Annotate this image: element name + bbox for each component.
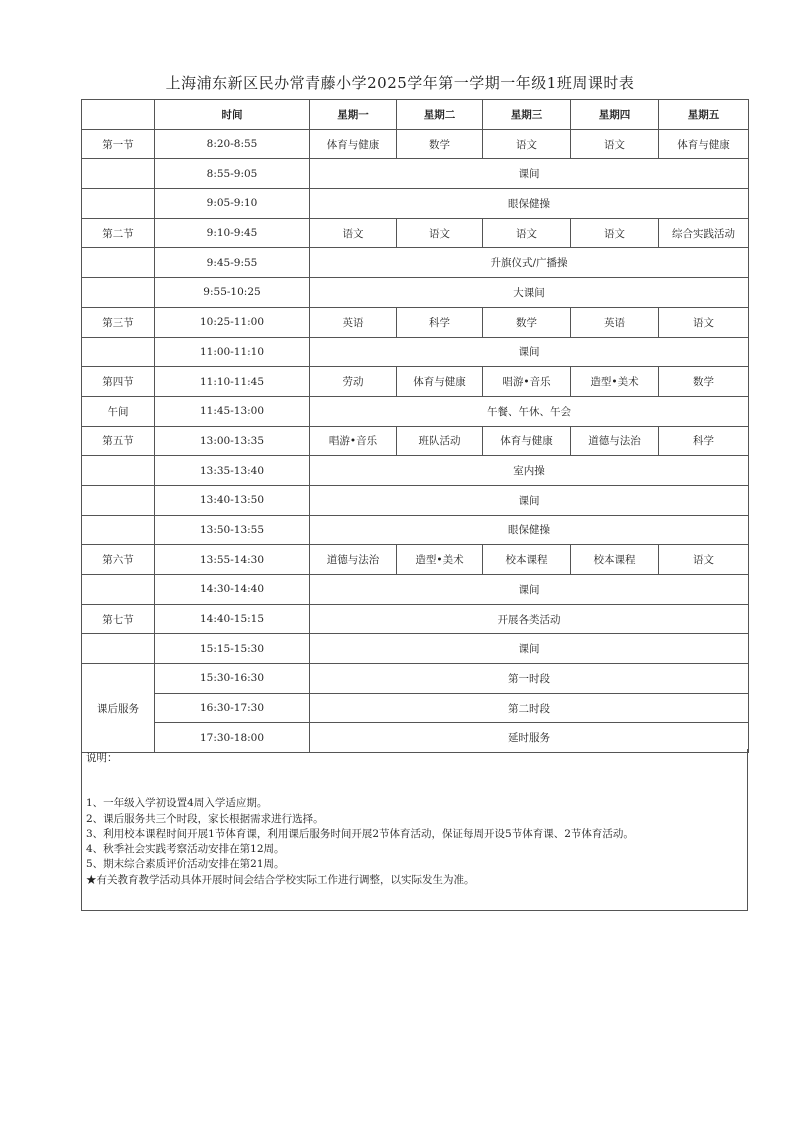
time-cell: 13:40-13:50 [155, 485, 310, 515]
activity-cell: 升旗仪式/广播操 [310, 248, 749, 278]
subject-cell: 科学 [659, 426, 749, 456]
time-cell: 9:05-9:10 [155, 189, 310, 219]
subject-cell: 班队活动 [397, 426, 483, 456]
table-row [82, 634, 749, 664]
activity-cell: 第一时段 [310, 664, 749, 694]
period-cell [82, 485, 155, 515]
time-cell: 11:10-11:45 [155, 367, 310, 397]
activity-cell: 延时服务 [310, 723, 749, 753]
time-cell: 10:25-11:00 [155, 307, 310, 337]
activity-cell: 眼保健操 [310, 515, 749, 545]
period-cell [82, 456, 155, 486]
subject-cell: 语文 [483, 129, 571, 159]
subject-cell: 语文 [397, 218, 483, 248]
subject-cell: 语文 [659, 307, 749, 337]
table-row [82, 159, 749, 189]
note-item: 5、期末综合素质评价活动安排在第21周。 [86, 858, 285, 871]
subject-cell: 校本课程 [571, 545, 659, 575]
header-cell [82, 100, 155, 130]
table-row [82, 604, 749, 634]
period-cell: 第七节 [82, 604, 155, 634]
time-cell: 11:45-13:00 [155, 396, 310, 426]
subject-cell: 语文 [483, 218, 571, 248]
subject-cell: 数学 [659, 367, 749, 397]
period-cell: 第四节 [82, 367, 155, 397]
header-cell: 星期一 [310, 100, 397, 130]
period-cell [82, 634, 155, 664]
table-row [82, 693, 749, 723]
subject-cell: 数学 [397, 129, 483, 159]
subject-cell: 体育与健康 [397, 367, 483, 397]
subject-cell: 语文 [571, 218, 659, 248]
time-cell: 16:30-17:30 [155, 693, 310, 723]
period-cell: 第一节 [82, 129, 155, 159]
period-cell: 第三节 [82, 307, 155, 337]
table-row [82, 426, 749, 456]
header-cell: 星期二 [397, 100, 483, 130]
activity-cell: 午餐、午休、午会 [310, 396, 749, 426]
header-cell: 时间 [155, 100, 310, 130]
note-item: 2、课后服务共三个时段，家长根据需求进行选择。 [86, 812, 324, 825]
time-cell: 13:00-13:35 [155, 426, 310, 456]
subject-cell: 体育与健康 [659, 129, 749, 159]
subject-cell: 语文 [659, 545, 749, 575]
activity-cell: 课间 [310, 485, 749, 515]
note-item: 3、利用校本课程时间开展1节体育课，利用课后服务时间开展2节体育活动，保证每周开设5节体育课、2节体育活动。 [86, 827, 634, 840]
time-cell: 13:55-14:30 [155, 545, 310, 575]
period-cell [82, 337, 155, 367]
activity-cell: 课间 [310, 159, 749, 189]
subject-cell: 造型•美术 [571, 367, 659, 397]
note-item: 1、一年级入学初设置4周入学适应期。 [86, 797, 268, 810]
notes-title: 说明： [86, 752, 118, 764]
activity-cell: 课间 [310, 337, 749, 367]
subject-cell: 科学 [397, 307, 483, 337]
subject-cell: 语文 [310, 218, 397, 248]
period-cell [82, 159, 155, 189]
time-cell: 11:00-11:10 [155, 337, 310, 367]
table-row [82, 396, 749, 426]
header-row [82, 100, 749, 130]
note-item: ★有关教育教学活动具体开展时间会结合学校实际工作进行调整，以实际发生为准。 [86, 873, 475, 886]
period-cell: 午间 [82, 396, 155, 426]
subject-cell: 唱游•音乐 [310, 426, 397, 456]
activity-cell: 眼保健操 [310, 189, 749, 219]
activity-cell: 室内操 [310, 456, 749, 486]
time-cell: 9:10-9:45 [155, 218, 310, 248]
subject-cell: 英语 [571, 307, 659, 337]
period-cell: 第六节 [82, 545, 155, 575]
time-cell: 8:20-8:55 [155, 129, 310, 159]
table-row [82, 485, 749, 515]
table-row [82, 456, 749, 486]
subject-cell: 综合实践活动 [659, 218, 749, 248]
table-row [82, 545, 749, 575]
subject-cell: 数学 [483, 307, 571, 337]
header-cell: 星期三 [483, 100, 571, 130]
period-cell [82, 515, 155, 545]
activity-cell: 第二时段 [310, 693, 749, 723]
time-cell: 13:35-13:40 [155, 456, 310, 486]
header-cell: 星期五 [659, 100, 749, 130]
subject-cell: 造型•美术 [397, 545, 483, 575]
period-cell: 第五节 [82, 426, 155, 456]
page-title: 上海浦东新区民办常青藤小学2025学年第一学期一年级1班周课时表 [165, 74, 635, 92]
period-cell [82, 575, 155, 605]
table-row [82, 664, 749, 694]
notes-section [81, 749, 748, 911]
note-item: 4、秋季社会实践考察活动安排在第12周。 [86, 843, 285, 856]
activity-cell: 课间 [310, 575, 749, 605]
subject-cell: 体育与健康 [310, 129, 397, 159]
subject-cell: 英语 [310, 307, 397, 337]
period-cell [82, 248, 155, 278]
subject-cell: 校本课程 [483, 545, 571, 575]
time-cell: 8:55-9:05 [155, 159, 310, 189]
time-cell: 13:50-13:55 [155, 515, 310, 545]
subject-cell: 体育与健康 [483, 426, 571, 456]
table-row [82, 278, 749, 308]
subject-cell: 劳动 [310, 367, 397, 397]
table-row [82, 575, 749, 605]
subject-cell: 道德与法治 [571, 426, 659, 456]
schedule-table [81, 99, 749, 753]
time-cell: 17:30-18:00 [155, 723, 310, 753]
subject-cell: 道德与法治 [310, 545, 397, 575]
time-cell: 15:15-15:30 [155, 634, 310, 664]
table-row [82, 218, 749, 248]
after-school-label: 课后服务 [82, 664, 155, 753]
table-row [82, 337, 749, 367]
subject-cell: 唱游•音乐 [483, 367, 571, 397]
table-row [82, 515, 749, 545]
table-row [82, 129, 749, 159]
table-row [82, 248, 749, 278]
period-cell [82, 278, 155, 308]
table-row [82, 307, 749, 337]
activity-cell: 开展各类活动 [310, 604, 749, 634]
header-cell: 星期四 [571, 100, 659, 130]
time-cell: 9:55-10:25 [155, 278, 310, 308]
time-cell: 14:30-14:40 [155, 575, 310, 605]
activity-cell: 大课间 [310, 278, 749, 308]
table-row [82, 367, 749, 397]
time-cell: 15:30-16:30 [155, 664, 310, 694]
period-cell [82, 189, 155, 219]
subject-cell: 语文 [571, 129, 659, 159]
table-row [82, 189, 749, 219]
time-cell: 9:45-9:55 [155, 248, 310, 278]
period-cell: 第二节 [82, 218, 155, 248]
time-cell: 14:40-15:15 [155, 604, 310, 634]
activity-cell: 课间 [310, 634, 749, 664]
